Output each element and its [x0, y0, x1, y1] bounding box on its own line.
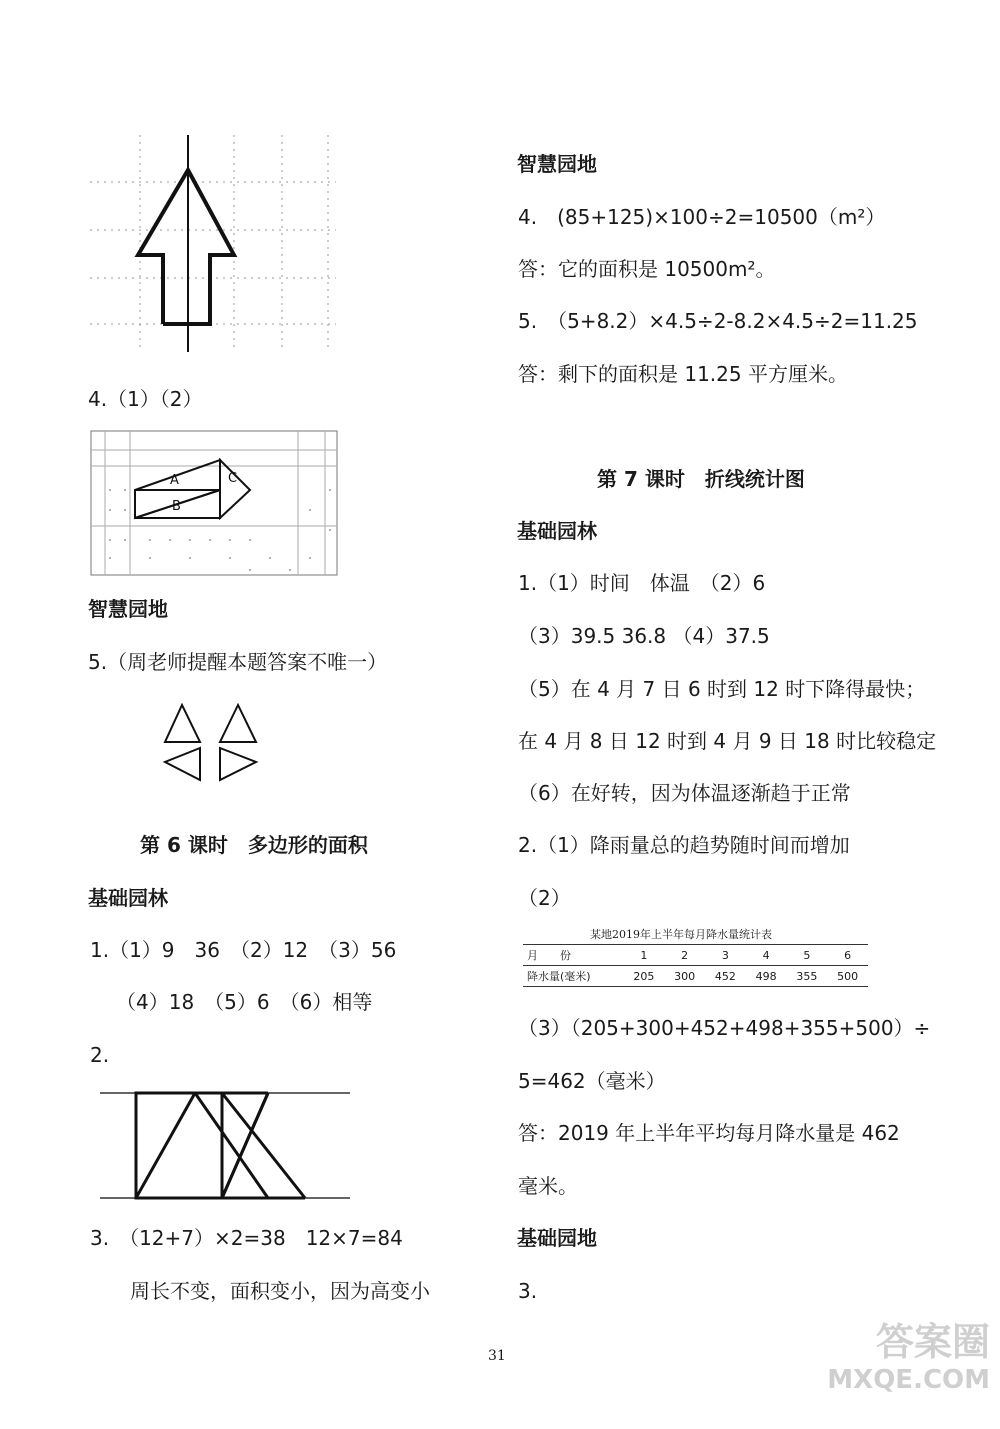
triangle-label-b: B	[172, 499, 181, 514]
rain-cell: 500	[827, 966, 868, 987]
watermark-bottom: MXQE.COM	[827, 1365, 990, 1395]
r-q5: 5. （5+8.2）×4.5÷2-8.2×4.5÷2=11.25	[518, 309, 918, 333]
l6-q3b: 周长不变，面积变小，因为高变小	[130, 1279, 430, 1303]
rain-table-caption: 某地2019年上半年每月降水量统计表	[590, 928, 772, 941]
l7-2d: 5=462（毫米）	[518, 1069, 666, 1093]
month-cell: 1	[624, 945, 665, 966]
month-cell: 3	[705, 945, 746, 966]
month-cell: 5	[787, 945, 828, 966]
l7-1e: （6）在好转，因为体温逐渐趋于正常	[518, 781, 851, 805]
rain-cell: 355	[787, 966, 828, 987]
watermark-logo	[820, 1320, 990, 1420]
l6-q3: 3. （12+7）×2=38 12×7=84	[90, 1226, 403, 1250]
rain-cell: 300	[664, 966, 705, 987]
rain-table	[523, 944, 868, 987]
parallelograms-figure	[100, 1085, 350, 1205]
l7-2f: 毫米。	[518, 1174, 578, 1198]
triangle-label-a: A	[170, 473, 179, 488]
r-q4: 4. (85+125)×100÷2=10500（m²）	[518, 205, 886, 229]
table-row-head: 月 份	[523, 945, 624, 966]
table-row	[523, 966, 868, 987]
l7-1c: （5）在 4 月 7 日 6 时到 12 时下降得最快；	[518, 677, 926, 701]
wisdom-garden-heading-1: 智慧园地	[88, 597, 168, 621]
l7-3: 3.	[518, 1279, 538, 1303]
l7-1a: 1.（1）时间 体温 （2）6	[518, 571, 766, 595]
page-number: 31	[488, 1348, 506, 1364]
q5-text: 5.（周老师提醒本题答案不唯一）	[88, 650, 388, 674]
rain-cell: 498	[746, 966, 787, 987]
triangle-pairs-figure	[160, 700, 270, 785]
wisdom-garden-heading-2: 智慧园地	[517, 152, 597, 176]
watermark-top: 答案圈	[875, 1320, 990, 1364]
arrow-symmetry-figure	[88, 130, 338, 355]
month-cell: 6	[827, 945, 868, 966]
l7-2c: （3）（205+300+452+498+355+500）÷	[518, 1016, 931, 1040]
l6-q1a: 1.（1）9 36 （2）12 （3）56	[90, 938, 397, 962]
triangle-label-c: C	[228, 471, 238, 486]
l7-2a: 2.（1）降雨量总的趋势随时间而增加	[518, 833, 850, 857]
l6-q2: 2.	[90, 1043, 110, 1067]
table-row	[523, 945, 868, 966]
l7-1b: （3）39.5 36.8 （4）37.5	[518, 624, 770, 648]
rain-cell: 452	[705, 966, 746, 987]
l7-2e: 答：2019 年上半年平均每月降水量是 462	[518, 1121, 900, 1145]
r-a5: 答：剩下的面积是 11.25 平方厘米。	[518, 362, 848, 386]
lesson-7-title: 第 7 课时 折线统计图	[597, 467, 805, 491]
rain-cell: 205	[624, 966, 665, 987]
l7-1d: 在 4 月 8 日 12 时到 4 月 9 日 18 时比较稳定	[518, 729, 937, 753]
q4-label: 4.（1）（2）	[88, 387, 203, 411]
basic-garden-heading-1: 基础园林	[88, 886, 168, 910]
basic-garden-heading-2: 基础园林	[517, 519, 597, 543]
month-cell: 4	[746, 945, 787, 966]
month-cell: 2	[664, 945, 705, 966]
table-row-head: 降水量(毫米)	[523, 966, 624, 987]
triangles-grid-figure	[90, 430, 340, 578]
basic-garden-heading-3: 基础园地	[517, 1226, 597, 1250]
l7-2b: （2）	[518, 886, 571, 910]
lesson-6-title: 第 6 课时 多边形的面积	[140, 833, 368, 857]
l6-q1b: （4）18 （5）6 （6）相等	[116, 990, 373, 1014]
r-a4: 答：它的面积是 10500m²。	[518, 257, 776, 281]
